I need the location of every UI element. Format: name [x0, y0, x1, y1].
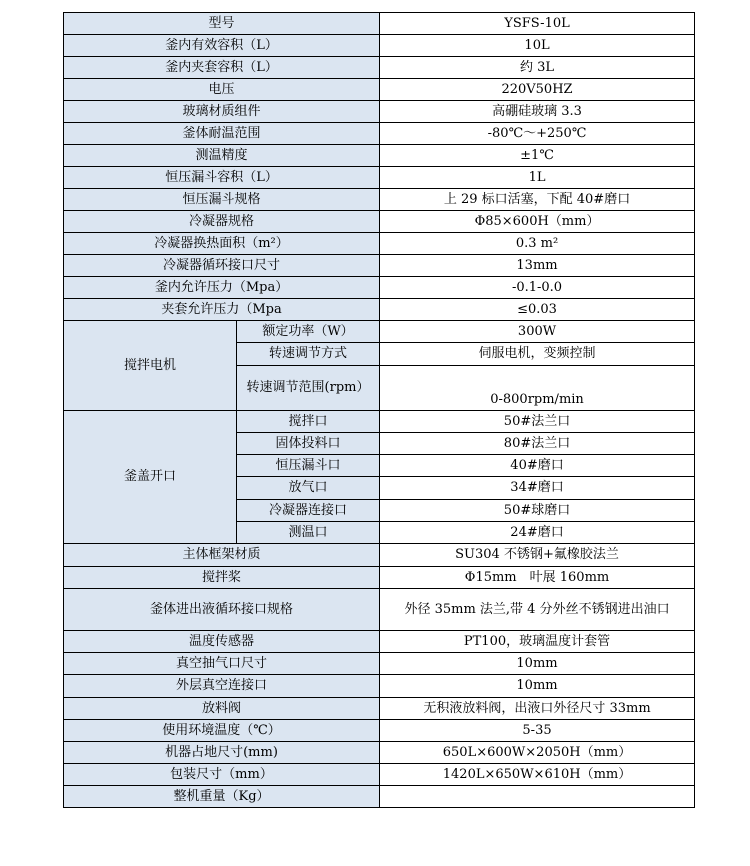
- row-label: 电压: [64, 79, 380, 101]
- table-row: [64, 567, 695, 589]
- row-value: 40#磨口: [380, 455, 695, 477]
- table-row: [64, 211, 695, 233]
- row-label: 固体投料口: [237, 433, 380, 455]
- row-label: 冷凝器规格: [64, 211, 380, 233]
- row-value: SU304 不锈钢+氟橡胶法兰: [380, 544, 695, 567]
- row-label: 外层真空连接口: [64, 675, 380, 698]
- row-value: 34#磨口: [380, 477, 695, 500]
- row-label: 额定功率（W）: [237, 321, 380, 343]
- row-value: 50#法兰口: [380, 411, 695, 433]
- row-label: 搅拌口: [237, 411, 380, 433]
- row-label: 包装尺寸（mm）: [64, 764, 380, 786]
- row-value: ≤0.03: [380, 299, 695, 321]
- table-row: [64, 277, 695, 299]
- row-label: 釜体进出液循环接口规格: [64, 589, 380, 631]
- row-label: 冷凝器换热面积（m²）: [64, 233, 380, 255]
- row-label: 冷凝器连接口: [237, 500, 380, 522]
- table-row: [64, 233, 695, 255]
- table-row: [64, 57, 695, 79]
- row-label: 恒压漏斗规格: [64, 189, 380, 211]
- row-value: -80℃～+250℃: [380, 123, 695, 145]
- row-label: 釜内允许压力（Mpa）: [64, 277, 380, 299]
- row-value: 10mm: [380, 653, 695, 675]
- row-label: 冷凝器循环接口尺寸: [64, 255, 380, 277]
- row-label: 放料阀: [64, 698, 380, 720]
- table-row: [64, 123, 695, 145]
- row-label: 温度传感器: [64, 631, 380, 653]
- row-value: Φ85×600H（mm）: [380, 211, 695, 233]
- row-label: 放气口: [237, 477, 380, 500]
- row-label: 恒压漏斗容积（L）: [64, 167, 380, 189]
- table-row: [64, 786, 695, 808]
- row-value: 300W: [380, 321, 695, 343]
- row-label: 型号: [64, 13, 380, 35]
- table-row: [64, 764, 695, 786]
- row-value: -0.1-0.0: [380, 277, 695, 299]
- table-row: [64, 101, 695, 123]
- row-value: ±1℃: [380, 145, 695, 167]
- row-label: 恒压漏斗口: [237, 455, 380, 477]
- row-label: 搅拌桨: [64, 567, 380, 589]
- row-label: 测温精度: [64, 145, 380, 167]
- row-value: [380, 786, 695, 808]
- row-label: 主体框架材质: [64, 544, 380, 567]
- row-value: 无积液放料阀，出液口外径尺寸 33mm: [380, 698, 695, 720]
- table-row: [64, 321, 695, 343]
- table-row: [64, 167, 695, 189]
- row-value: 外径 35mm 法兰,带 4 分外丝不锈钢进出油口: [380, 589, 695, 631]
- row-value: 10L: [380, 35, 695, 57]
- row-label: 使用环境温度（℃）: [64, 720, 380, 742]
- row-value: 80#法兰口: [380, 433, 695, 455]
- row-label: 玻璃材质组件: [64, 101, 380, 123]
- table-row: [64, 631, 695, 653]
- table-row: [64, 589, 695, 631]
- row-value: 1L: [380, 167, 695, 189]
- table-row: [64, 255, 695, 277]
- row-label: 测温口: [237, 522, 380, 544]
- row-value: 高硼硅玻璃 3.3: [380, 101, 695, 123]
- table-row: [64, 35, 695, 57]
- row-value: 50#球磨口: [380, 500, 695, 522]
- row-value: YSFS-10L: [380, 13, 695, 35]
- row-value: 650L×600W×2050H（mm）: [380, 742, 695, 764]
- row-value: 上 29 标口活塞，下配 40#磨口: [380, 189, 695, 211]
- table-row: [64, 742, 695, 764]
- table-row: [64, 79, 695, 101]
- group-label-lid: 釜盖开口: [64, 411, 237, 544]
- row-label: 转速调节范围(rpm）: [237, 366, 380, 411]
- row-value: 5-35: [380, 720, 695, 742]
- row-value: 0-800rpm/min: [380, 366, 695, 411]
- row-value: 24#磨口: [380, 522, 695, 544]
- row-value: 伺服电机，变频控制: [380, 343, 695, 366]
- table-row: [64, 13, 695, 35]
- table-row: [64, 675, 695, 698]
- row-value: 220V50HZ: [380, 79, 695, 101]
- row-label: 机器占地尺寸(mm): [64, 742, 380, 764]
- row-value: 13mm: [380, 255, 695, 277]
- table-row: [64, 189, 695, 211]
- table-row: [64, 698, 695, 720]
- row-value: 约 3L: [380, 57, 695, 79]
- table-row: [64, 145, 695, 167]
- row-label: 夹套允许压力（Mpa: [64, 299, 380, 321]
- row-label: 整机重量（Kg）: [64, 786, 380, 808]
- spec-table: [63, 12, 695, 808]
- table-row: [64, 720, 695, 742]
- row-value: 1420L×650W×610H（mm）: [380, 764, 695, 786]
- table-row: [64, 411, 695, 433]
- group-label-motor: 搅拌电机: [64, 321, 237, 411]
- table-row: [64, 653, 695, 675]
- table-row: [64, 299, 695, 321]
- row-label: 釜内有效容积（L）: [64, 35, 380, 57]
- row-label: 釜内夹套容积（L）: [64, 57, 380, 79]
- row-value: PT100，玻璃温度计套管: [380, 631, 695, 653]
- row-value: 10mm: [380, 675, 695, 698]
- row-value: Φ15mm 叶展 160mm: [380, 567, 695, 589]
- table-row: [64, 544, 695, 567]
- row-label: 釜体耐温范围: [64, 123, 380, 145]
- row-value: 0.3 m²: [380, 233, 695, 255]
- row-label: 转速调节方式: [237, 343, 380, 366]
- row-label: 真空抽气口尺寸: [64, 653, 380, 675]
